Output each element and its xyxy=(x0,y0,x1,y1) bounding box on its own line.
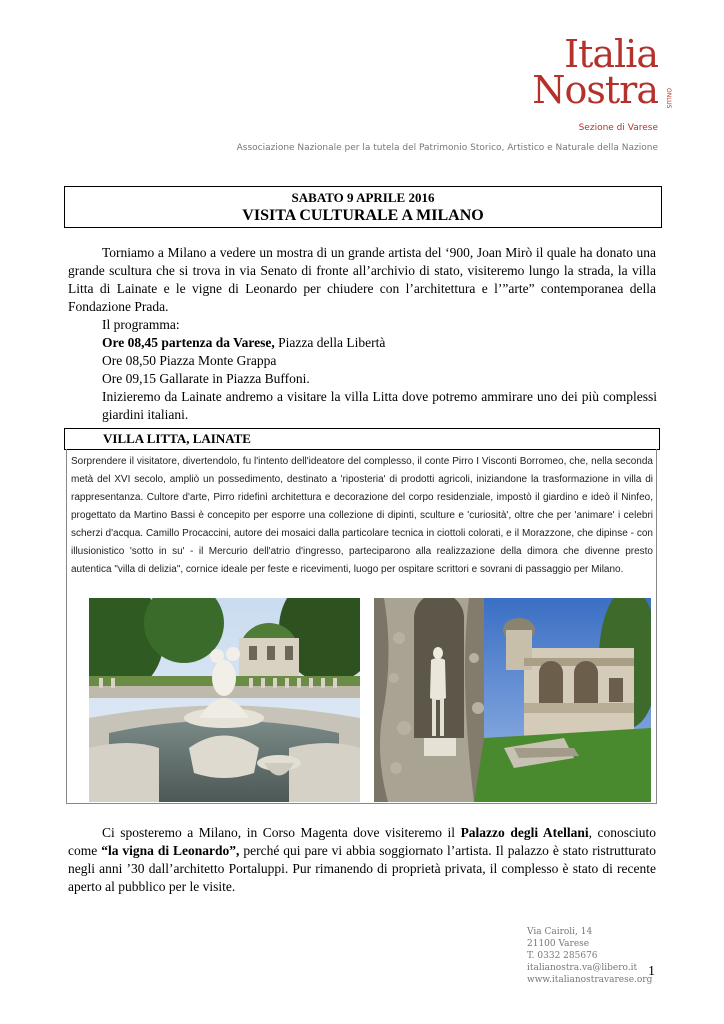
atellani-text-e: perché qui pare vi abbia soggiornato l’artista. Il palazzo è stato ristrutturato negli anni ’30 dall’architetto Portaluppi. Pur rimanendo di proprietà privata, il complesso è stato di recente aperto al pubblico per le visite. xyxy=(68,843,656,894)
villa-litta-heading-box xyxy=(64,428,660,450)
footer-email: italianostra.va@libero.it xyxy=(527,963,638,973)
footer-phone: T. 0332 285676 xyxy=(527,951,598,961)
logo-word-italia: Italia xyxy=(564,32,658,76)
villa-litta-title: VILLA LITTA, LAINATE xyxy=(103,431,251,446)
atellani-paragraph xyxy=(68,824,656,896)
event-title: VISITA CULTURALE A MILANO xyxy=(242,207,484,224)
atellani-text-c: , conosciuto come xyxy=(68,825,656,858)
contact-footer xyxy=(527,926,652,986)
italia-nostra-logo xyxy=(532,32,672,112)
footer-address: Via Cairoli, 14 xyxy=(527,927,593,937)
departure-time: Ore 08,45 partenza da Varese, xyxy=(102,335,275,350)
program-line-lainate: Inizieremo da Lainate andremo a visitare la villa Litta dove potremo ammirare uno dei più complessi giardini italiani. xyxy=(102,389,657,422)
footer-city: 21100 Varese xyxy=(527,939,590,949)
fountain-photo xyxy=(89,598,360,802)
atellani-text-a: Ci sposteremo a Milano, in Corso Magenta dove visiteremo il xyxy=(102,825,461,840)
program-heading: Il programma: xyxy=(102,317,180,332)
association-tagline: Associazione Nazionale per la tutela del Patrimonio Storico, Artistico e Naturale della Nazione xyxy=(236,143,658,153)
program-line-departure xyxy=(102,334,657,352)
ninfeo-photo xyxy=(374,598,651,802)
intro-paragraph: Torniamo a Milano a vedere un mostra di un grande artista del ‘900, Joan Mirò il quale ha donato una grande scultura che si trova in via Senato di fronte all’archivio di stato, visiteremo lungo la strada, la villa Litta di Lainate e le vigne di Leonardo per chiudere con l’architettura e l’”arte” contemporanea della Fondazione Prada. xyxy=(68,245,656,314)
program-line-gallarate: Ore 09,15 Gallarate in Piazza Buffoni. xyxy=(102,371,310,386)
event-date: SABATO 9 APRILE 2016 xyxy=(291,190,435,205)
logo-word-nostra: Nostra xyxy=(532,68,658,112)
villa-litta-panel xyxy=(66,449,657,804)
villa-litta-description: Sorprendere il visitatore, divertendolo, fu l'intento dell'ideatore del complesso, il conte Pirro I Visconti Borromeo, che, nella seconda metà del XVI secolo, ampliò un possedimento, destinato a 'riposteria' di prodotti agricoli, iniziandone la trasformazione in villa di rappresentanza. Cultore d'arte, Pirro ridefinì architettura e decorazione del corpo residenziale, impostò il giardino e ideò il Ninfeo, progettato da Martino Bassi è concepito per esporre una collezione di dipinti, sculture e 'curiosità', oltre che per 'animare' i celebri scherzi d'acqua. Camillo Procaccini, autore dei mosaici dalla particolare tecnica in ciottoli colorati, e il Morazzone, che dipinse - con illusionistico 'sotto in su' - il Mercurio dell'atrio d'ingresso, parteciparono alla realizzazione della dimora che divenne presto autentica "villa di delizia", cornice ideale per feste e ricevimenti, luogo per ospitare scrittori e sovrani di passaggio per Milano. xyxy=(71,456,653,575)
departure-place: Piazza della Libertà xyxy=(274,335,386,350)
vigna-leonardo-name: “la vigna di Leonardo”, xyxy=(101,843,240,858)
logo-onlus: ONLUS xyxy=(665,88,672,109)
program-section xyxy=(102,316,657,424)
ninfeo-photo-image xyxy=(374,598,651,802)
palazzo-atellani-name: Palazzo degli Atellani xyxy=(460,825,589,840)
fountain-photo-image xyxy=(89,598,360,802)
footer-website: www.italianostravarese.org xyxy=(527,975,653,985)
event-title-box xyxy=(64,186,662,228)
page-number: 1 xyxy=(648,964,655,979)
section-label: Sezione di Varese xyxy=(578,123,658,133)
program-line-monte-grappa: Ore 08,50 Piazza Monte Grappa xyxy=(102,353,277,368)
